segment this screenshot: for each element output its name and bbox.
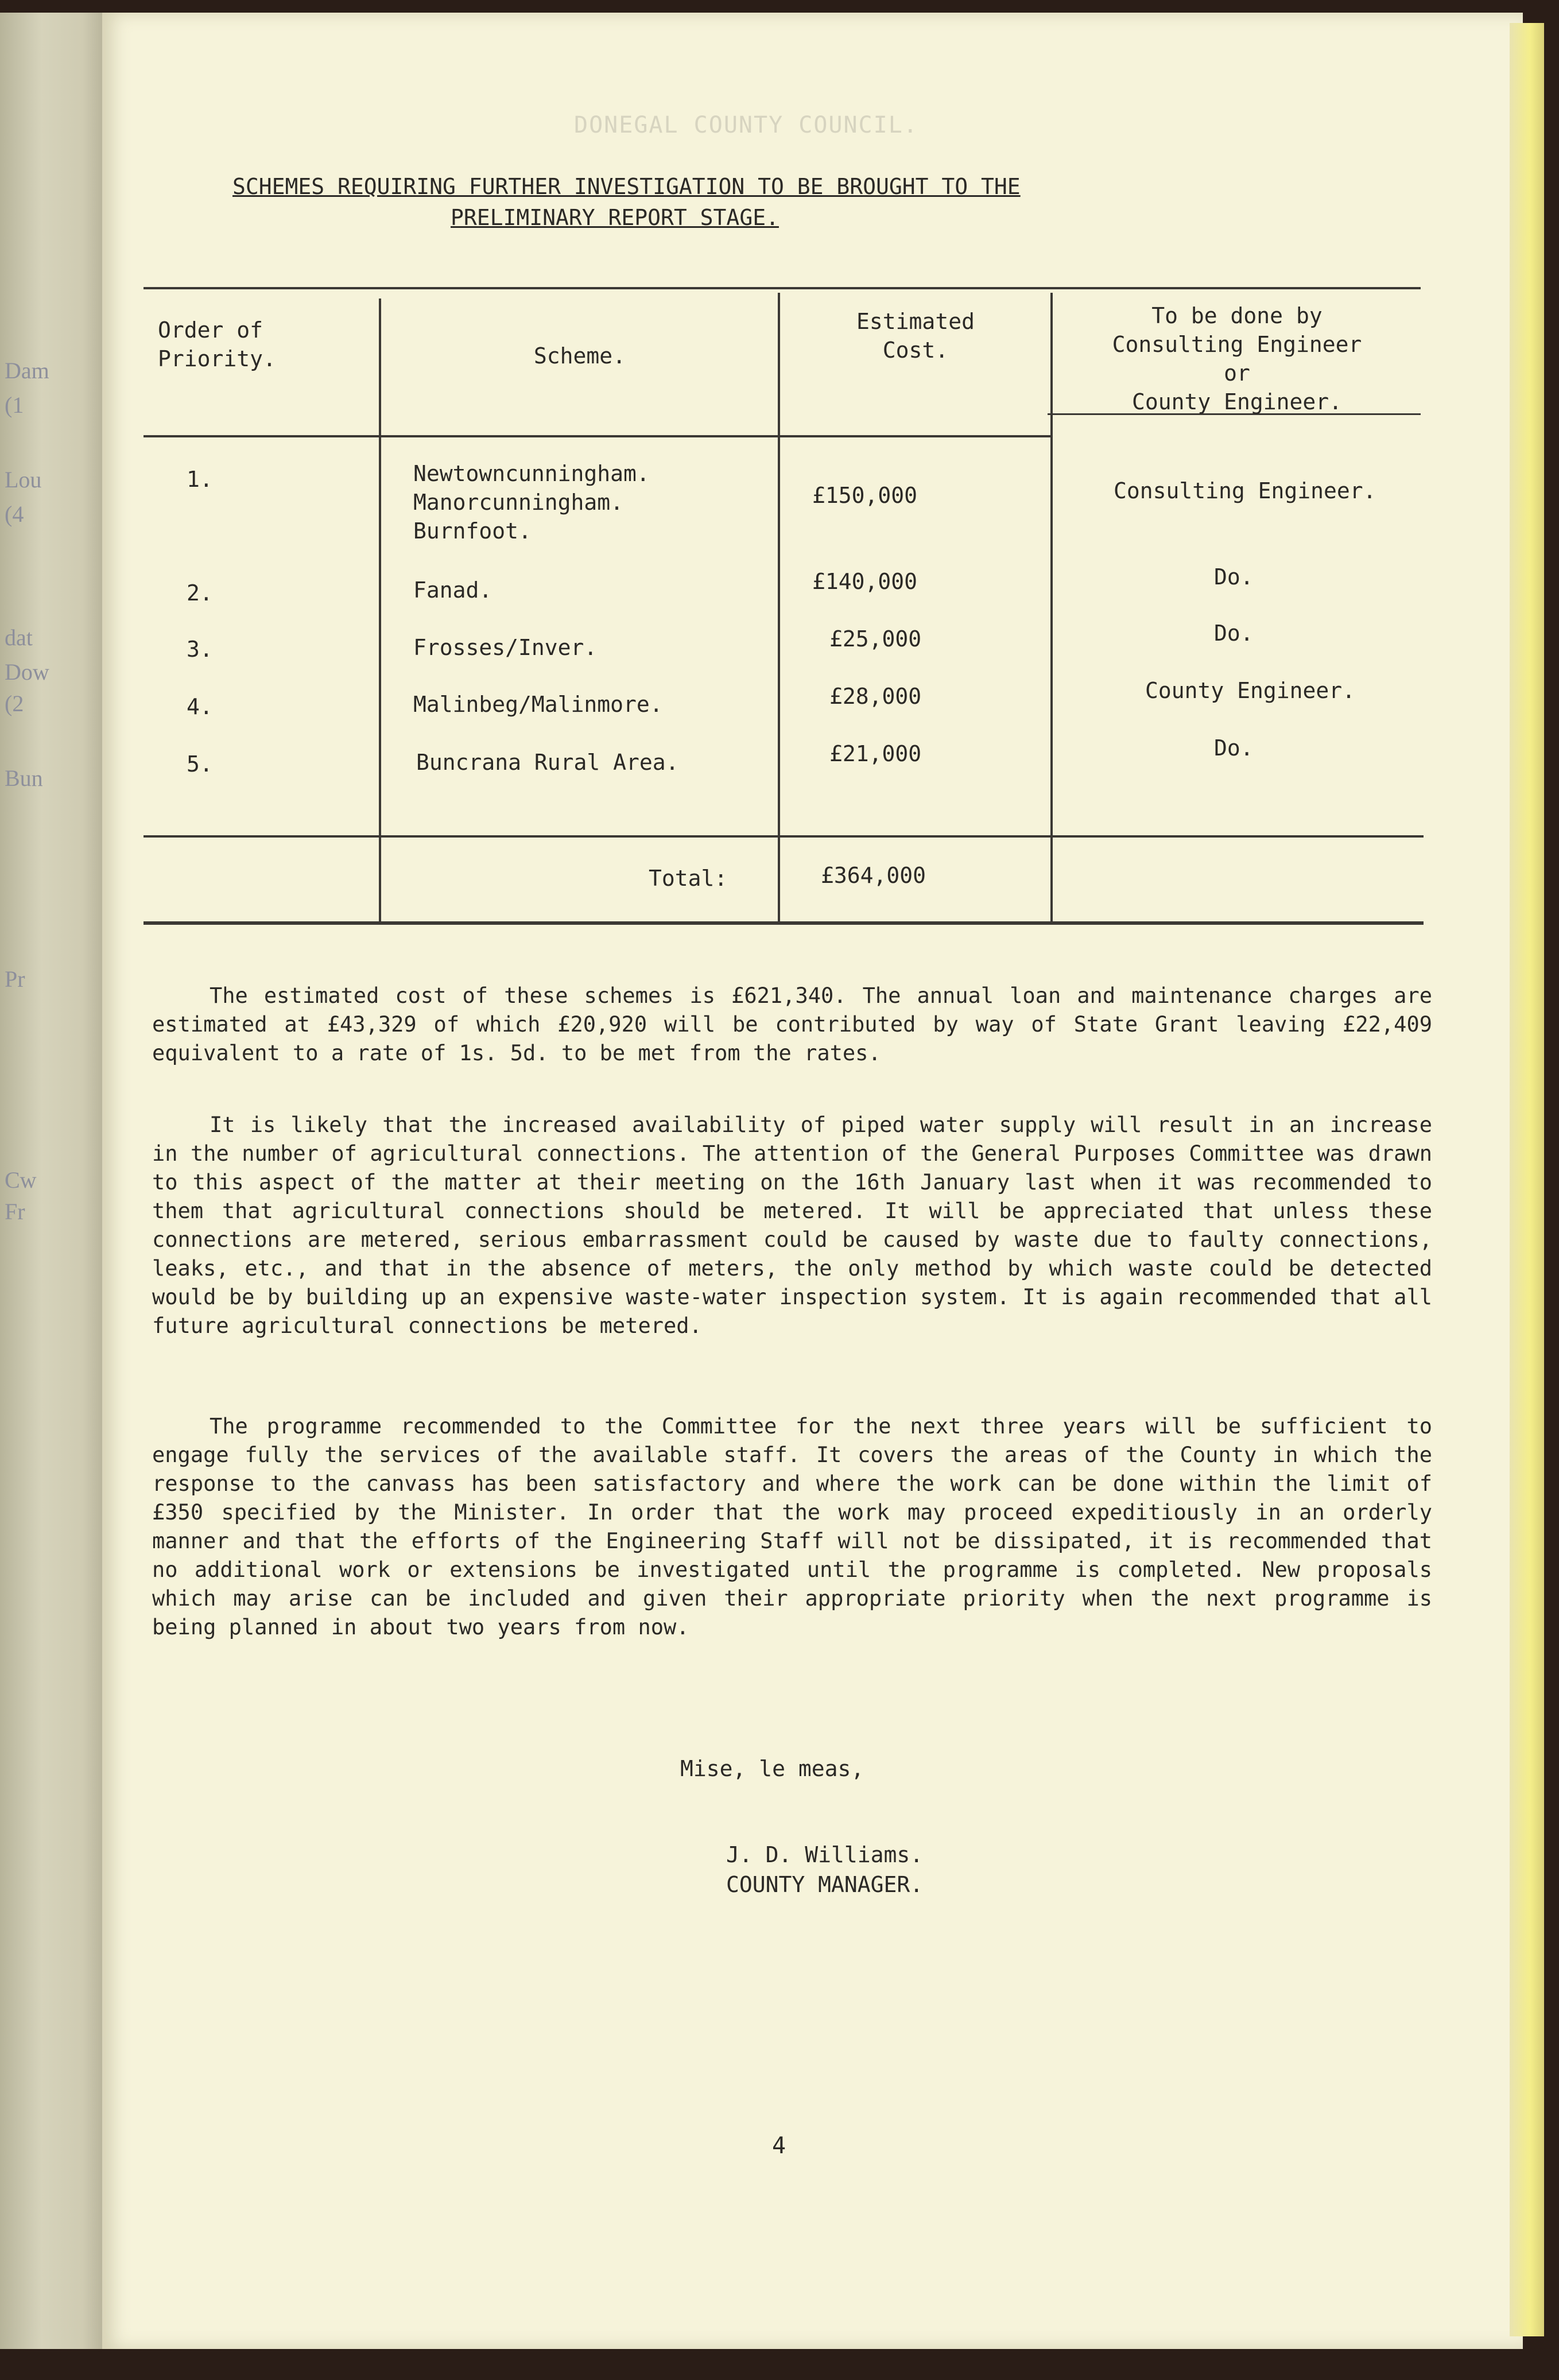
paragraph-text: The programme recommended to the Committee for the next three years will be sufficient to engage fully the services of the available staff. It covers the areas of the County in which the response to the canvass has been satisfactory and where the work can be done within the limit of £350 specified by the Minister. In order that the work may proceed expeditiously in an orderly manner and that the efforts of the Engineering Staff will not be dissipated, it is recommended that no additional work or extensions be investigated until the programme is completed. New proposals which may arise can be included and given their appropriate priority when the next programme is being planned in about two years from now. bbox=[152, 1414, 1432, 1639]
paragraph-programme bbox=[152, 1412, 1432, 1642]
background-edge bbox=[1544, 0, 1559, 2380]
row-cost: £21,000 bbox=[829, 741, 922, 766]
row-order: 5. bbox=[187, 751, 213, 777]
left-fragment: Lou bbox=[5, 467, 42, 493]
left-page-edge bbox=[0, 13, 103, 2349]
signatory-name: J. D. Williams. bbox=[726, 1842, 924, 1867]
row-engineer: Consulting Engineer. bbox=[1114, 478, 1376, 503]
paragraph-text: The estimated cost of these schemes is £621,340. The annual loan and maintenance charges are estimated at £43,329 of which £20,920 will be contributed by way of State Grant leaving £22,409 equivalent to a rate of 1s. 5d. to be met from the rates. bbox=[152, 983, 1432, 1065]
left-fragment: Dow bbox=[5, 659, 49, 685]
page-edge-strip bbox=[1510, 23, 1544, 2336]
header-bottom-rule bbox=[144, 435, 1050, 437]
left-fragment: (1 bbox=[5, 392, 24, 418]
row-scheme: Newtowncunningham. Manorcunningham. Burnfoot. bbox=[413, 461, 650, 544]
row-cost: £28,000 bbox=[829, 684, 922, 709]
left-fragment: Cw bbox=[5, 1167, 37, 1193]
signatory-title: COUNTY MANAGER. bbox=[726, 1872, 924, 1897]
row-cost: £140,000 bbox=[812, 569, 918, 594]
left-fragment: (4 bbox=[5, 501, 24, 527]
page-number: 4 bbox=[772, 2133, 786, 2159]
header-cost: Estimated Cost. bbox=[856, 309, 975, 363]
row-scheme: Buncrana Rural Area. bbox=[416, 750, 679, 775]
left-fragment: Bun bbox=[5, 765, 43, 791]
row-scheme: Fanad. bbox=[413, 577, 492, 603]
header-scheme: Scheme. bbox=[533, 343, 626, 369]
table-bottom-rule bbox=[144, 921, 1424, 925]
row-scheme: Malinbeg/Malinmore. bbox=[413, 692, 663, 717]
table-top-rule bbox=[144, 287, 1421, 289]
row-engineer: Do. bbox=[1214, 621, 1254, 646]
total-value: £364,000 bbox=[821, 863, 926, 888]
title-line-2: PRELIMINARY REPORT STAGE. bbox=[451, 205, 779, 230]
paragraph-agricultural bbox=[152, 1111, 1432, 1340]
total-label: Total: bbox=[649, 866, 728, 891]
column-divider bbox=[1050, 293, 1053, 924]
row-order: 2. bbox=[187, 580, 213, 606]
paragraph-text: It is likely that the increased availability of piped water supply will result in an increase in the number of agricultural connections. The attention of the General Purposes Committee was drawn to this aspect of the matter at their meeting on the 16th January last when it was recommended to them that agricultural connections should be metered. It will be appreciated that unless these connections are metered, serious embarrassment could be caused by waste due to faulty connections, leaks, etc., and that in the absence of meters, the only method by which waste could be detected would be by building up an expensive waste-water inspection system. It is again recommended that all future agricultural connections be metered. bbox=[152, 1113, 1432, 1338]
closing: Mise, le meas, bbox=[680, 1756, 864, 1781]
show-through-header: DONEGAL COUNTY COUNCIL. bbox=[574, 112, 918, 138]
paragraph-cost bbox=[152, 982, 1432, 1068]
column-divider bbox=[379, 299, 381, 924]
title-line-1: SCHEMES REQUIRING FURTHER INVESTIGATION TO BE BROUGHT TO THE bbox=[232, 174, 1021, 199]
row-engineer: Do. bbox=[1214, 735, 1254, 761]
header-engineer: To be done by Consulting Engineer or County Engineer. bbox=[1112, 303, 1362, 414]
row-order: 1. bbox=[187, 467, 213, 492]
left-fragment: Fr bbox=[5, 1199, 25, 1224]
document-title bbox=[232, 171, 1162, 233]
row-order: 3. bbox=[187, 637, 213, 662]
header-order: Order of Priority. bbox=[158, 317, 276, 371]
row-engineer: Do. bbox=[1214, 564, 1254, 590]
rows-bottom-rule bbox=[144, 835, 1424, 838]
left-fragment: Dam bbox=[5, 358, 49, 383]
row-engineer: County Engineer. bbox=[1145, 678, 1356, 703]
column-divider bbox=[778, 293, 780, 924]
row-order: 4. bbox=[187, 694, 213, 719]
schemes-table bbox=[144, 287, 1424, 944]
row-cost: £25,000 bbox=[829, 626, 922, 652]
left-fragment: dat bbox=[5, 625, 33, 650]
left-fragment: Pr bbox=[5, 966, 25, 992]
row-cost: £150,000 bbox=[812, 483, 918, 508]
row-scheme: Frosses/Inver. bbox=[413, 635, 598, 660]
left-fragment: (2 bbox=[5, 691, 24, 716]
